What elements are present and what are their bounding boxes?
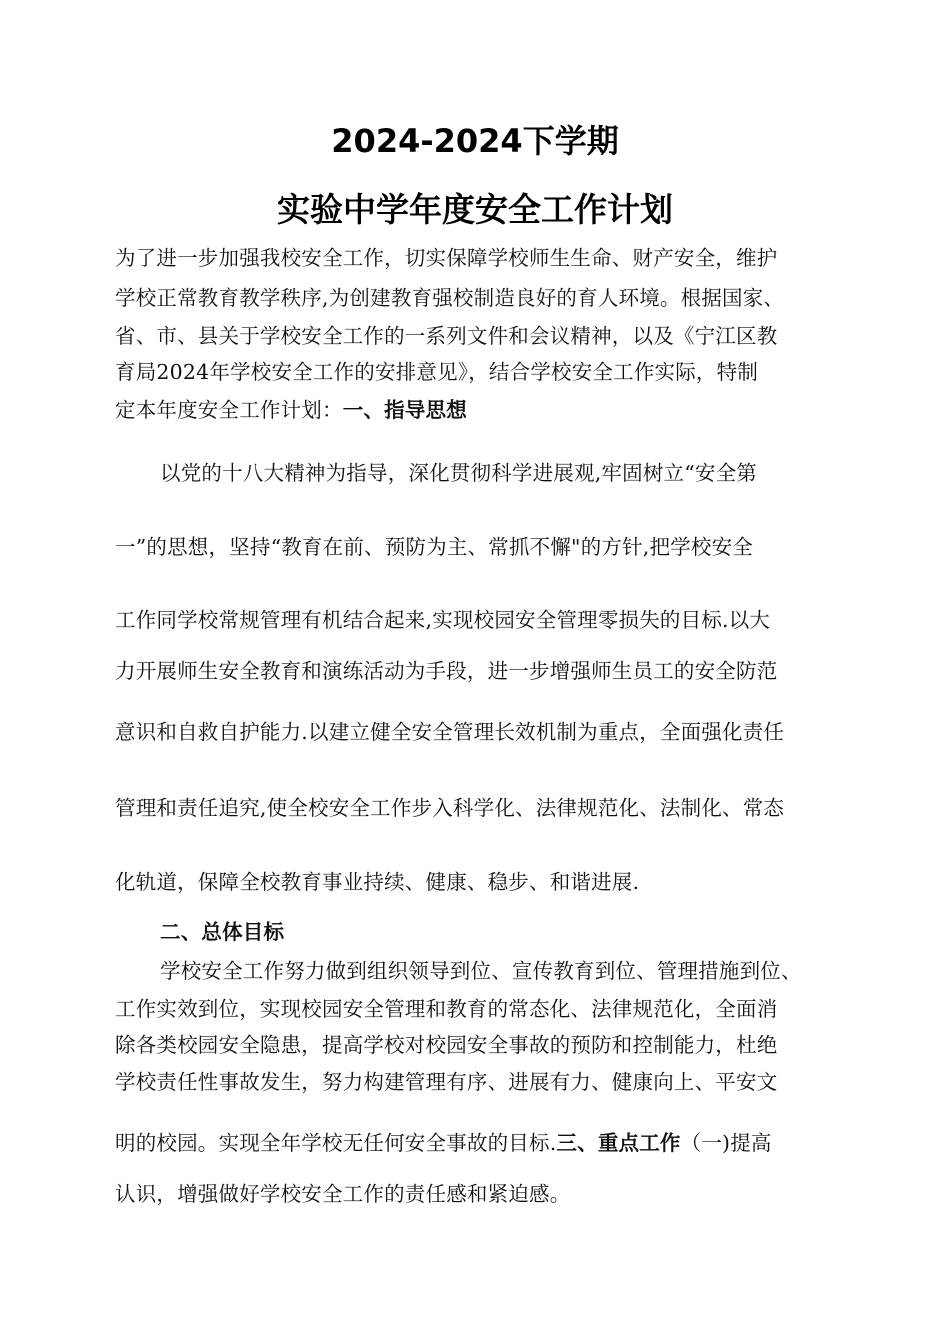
section3-line: 认识，增强做好学校安全工作的责任感和紧迫感。 bbox=[115, 1182, 571, 1206]
section2-line: 工作实效到位，实现校园安全管理和教育的常态化、法律规范化，全面消 bbox=[115, 997, 778, 1021]
intro-text: 定本年度安全工作计划： bbox=[115, 398, 343, 422]
section1-line: 力开展师生安全教育和演练活动为手段，进一步增强师生员工的安全防范 bbox=[115, 659, 778, 683]
intro-line: 育局2024年学校安全工作的安排意见》，结合学校安全工作实际，特制 bbox=[115, 360, 759, 384]
section2-line: 学校责任性事故发生，努力构建管理有序、进展有力、健康向上、平安文 bbox=[115, 1070, 778, 1094]
intro-line: 为了进一步加强我校安全工作，切实保障学校师生生命、财产安全，维护 bbox=[115, 246, 778, 270]
section-heading-key-work: 三、重点工作 bbox=[556, 1131, 681, 1155]
section3-text: （一)提高 bbox=[680, 1131, 772, 1155]
section1-line: 意识和自救自护能力.以建立健全安全管理长效机制为重点，全面强化责任 bbox=[115, 720, 785, 744]
section-heading-guiding-thought: 一、指导思想 bbox=[342, 398, 467, 422]
intro-line: 省、市、县关于学校安全工作的一系列文件和会议精神，以及《宁江区教 bbox=[115, 324, 778, 348]
section1-line: 工作同学校常规管理有机结合起来,实现校园安全管理零损失的目标.以大 bbox=[115, 608, 771, 632]
section2-line: 学校安全工作努力做到组织领导到位、宣传教育到位、管理措施到位、 bbox=[160, 959, 802, 983]
section2-line: 除各类校园安全隐患，提高学校对校园安全事故的预防和控制能力，杜绝 bbox=[115, 1033, 778, 1057]
title-line-1: 2024-2024下学期 bbox=[331, 122, 619, 160]
section2-text: 明的校园。实现全年学校无任何安全事故的目标. bbox=[115, 1131, 557, 1155]
section2-line bbox=[115, 1129, 772, 1157]
section1-line: 以党的十八大精神为指导，深化贯彻科学进展观,牢固树立“安全第 bbox=[160, 461, 757, 485]
intro-line bbox=[115, 396, 467, 424]
section-heading-overall-goal: 二、总体目标 bbox=[160, 920, 285, 944]
section1-line: 化轨道，保障全校教育事业持续、健康、稳步、和谐进展. bbox=[115, 870, 640, 894]
intro-line: 学校正常教育教学秩序,为创建教育强校制造良好的育人环境。根据国家、 bbox=[115, 286, 785, 310]
title-line-2: 实验中学年度安全工作计划 bbox=[277, 190, 673, 229]
section1-line: 一”的思想，坚持“教育在前、预防为主、常抓不懈"的方针,把学校安全 bbox=[115, 535, 754, 559]
section1-line: 管理和责任追究,使全校安全工作步入科学化、法律规范化、法制化、常态 bbox=[115, 796, 785, 820]
